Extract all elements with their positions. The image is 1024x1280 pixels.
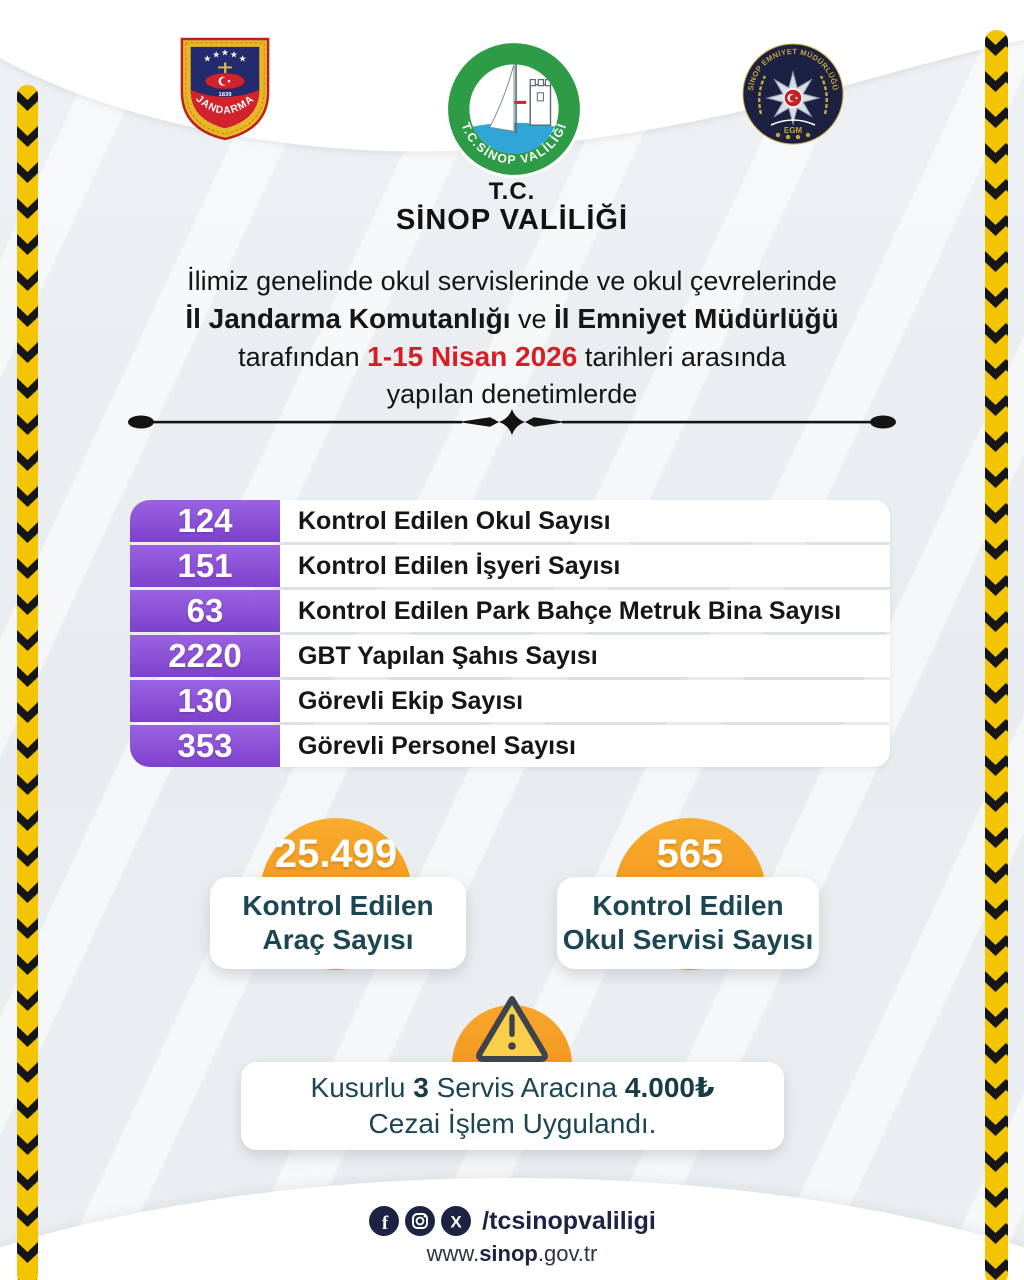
social-handle: /tcsinopvaliligi: [482, 1206, 656, 1235]
svg-text:X: X: [450, 1212, 462, 1232]
row-value: 130: [130, 680, 280, 722]
svg-text:EGM: EGM: [783, 126, 803, 135]
row-label: GBT Yapılan Şahıs Sayısı: [280, 635, 890, 677]
row-value: 63: [130, 590, 280, 632]
row-label: Görevli Ekip Sayısı: [280, 680, 890, 722]
table-row: [130, 545, 890, 587]
stats-table: [130, 500, 890, 770]
row-value: 124: [130, 500, 280, 542]
table-row: [130, 500, 890, 542]
school-bus-count-card: [557, 877, 819, 969]
badge-value: 25.499: [274, 832, 398, 876]
badge-label-line1: Kontrol Edilen: [242, 890, 434, 921]
row-value: 151: [130, 545, 280, 587]
divider-ornament-icon: [128, 409, 896, 435]
vehicle-count-card: [210, 877, 466, 969]
footer: [0, 1205, 1024, 1267]
facebook-icon: [368, 1205, 400, 1237]
title-valilik: SİNOP VALİLİĞİ: [395, 204, 629, 236]
emniyet-logo-icon: [741, 42, 845, 146]
penalty-card: [241, 1062, 784, 1150]
svg-text:SİNOP EMNİYET MÜDÜRLÜĞÜ: SİNOP EMNİYET MÜDÜRLÜĞÜ: [746, 46, 840, 92]
intro-line-3: tarafından 1-15 Nisan 2026 tarihleri arasında: [238, 341, 786, 372]
intro-line-4: yapılan denetimlerde: [386, 379, 638, 409]
svg-text:1839: 1839: [218, 91, 232, 98]
hazard-stripe-right-icon: [985, 30, 1008, 1280]
penalty-line1: Kusurlu 3 Servis Aracına 4.000₺: [310, 1072, 715, 1103]
row-label: Görevli Personel Sayısı: [280, 725, 890, 767]
badge-value: 565: [656, 832, 724, 876]
page-title: [0, 180, 1024, 236]
table-row: [130, 725, 890, 767]
row-label: Kontrol Edilen Okul Sayısı: [280, 500, 890, 542]
svg-text:T.C.SİNOP VALİLİĞİ: T.C.SİNOP VALİLİĞİ: [458, 120, 570, 167]
x-twitter-icon: [440, 1205, 472, 1237]
website-url: www.sinop.gov.tr: [426, 1241, 598, 1266]
title-tc: T.C.: [488, 178, 536, 205]
row-label: Kontrol Edilen İşyeri Sayısı: [280, 545, 890, 587]
social-row: [0, 1205, 1024, 1237]
penalty-line2: Cezai İşlem Uygulandı.: [368, 1108, 657, 1139]
row-value: 353: [130, 725, 280, 767]
svg-text:★: ★: [238, 53, 247, 64]
intro-paragraph: [62, 263, 962, 413]
intro-line-2: İl Jandarma Komutanlığı ve İl Emniyet Müdürlüğü: [185, 303, 839, 334]
hazard-stripe-left-icon: [17, 85, 38, 1280]
badge-label-line1: Kontrol Edilen: [592, 890, 784, 921]
instagram-icon: [404, 1205, 436, 1237]
table-row: [130, 635, 890, 677]
warning-icon: [472, 991, 552, 1065]
jandarma-logo-icon: [176, 34, 274, 142]
valilik-logo-icon: [443, 38, 585, 180]
table-row: [130, 590, 890, 632]
penalty-amount: 4.000₺: [624, 1072, 715, 1103]
intro-line-1: İlimiz genelinde okul servislerinde ve okul çevrelerinde: [187, 266, 837, 296]
svg-text:★: ★: [203, 53, 212, 64]
row-value: 2220: [130, 635, 280, 677]
penalty-count: 3: [413, 1072, 429, 1103]
badge-label-line2: Araç Sayısı: [262, 924, 414, 955]
svg-text:★: ★: [229, 49, 238, 60]
svg-text:★: ★: [212, 49, 221, 60]
row-label: Kontrol Edilen Park Bahçe Metruk Bina Sayısı: [280, 590, 890, 632]
svg-text:JANDARMA: JANDARMA: [193, 93, 257, 117]
table-row: [130, 680, 890, 722]
badge-label-line2: Okul Servisi Sayısı: [562, 924, 814, 955]
date-range: 1-15 Nisan 2026: [367, 341, 578, 372]
svg-text:f: f: [382, 1213, 389, 1234]
svg-text:★: ★: [221, 47, 229, 58]
